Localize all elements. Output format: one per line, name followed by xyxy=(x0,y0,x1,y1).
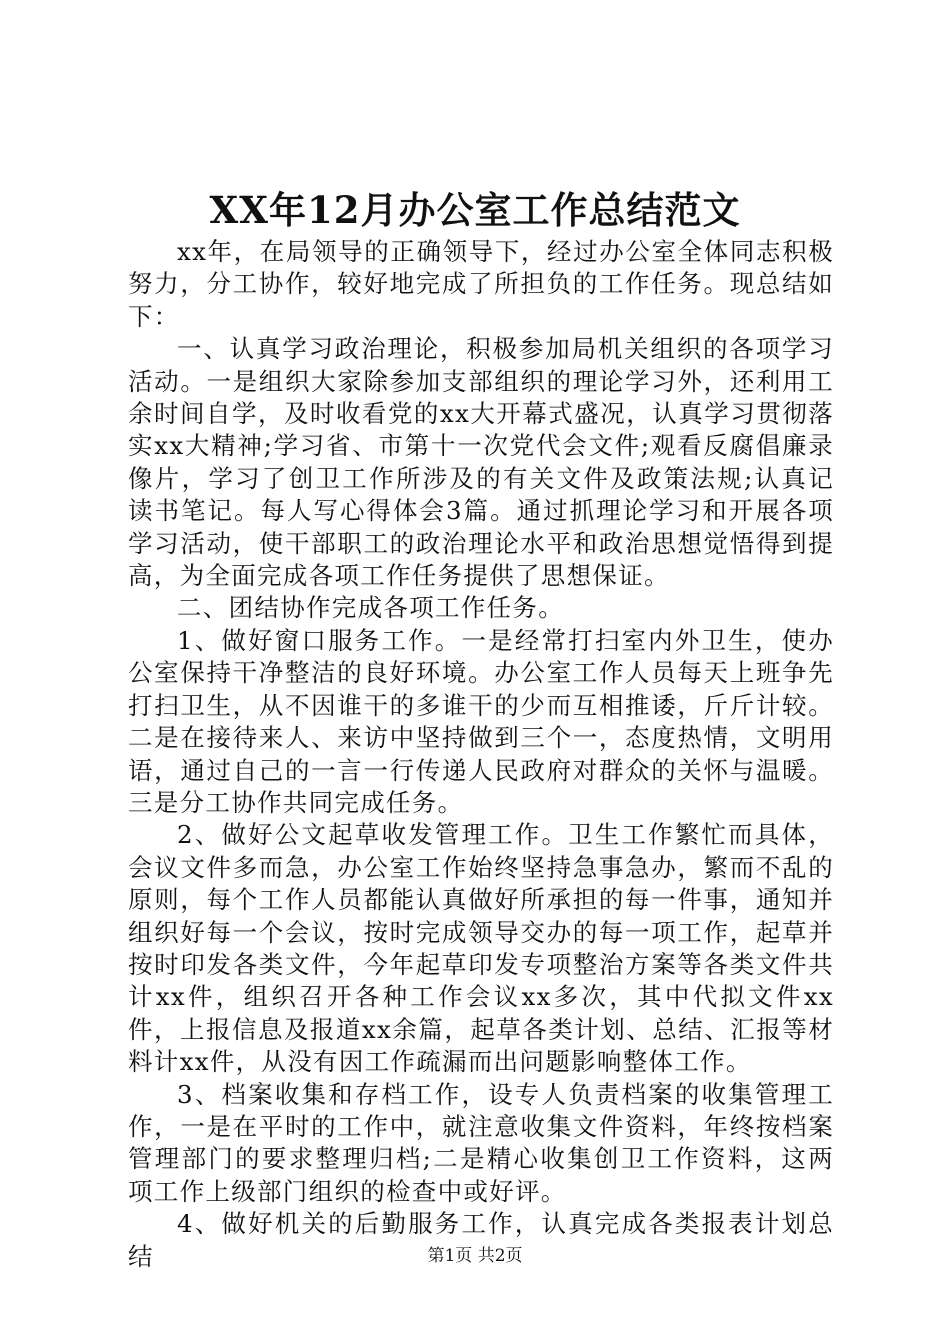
paragraph-section-2: 二、团结协作完成各项工作任务。 xyxy=(177,593,564,623)
paragraph-item-2: 2、做好公文起草收发管理工作。卫生工作繁忙而具体，会议文件多而急，办公室工作始终坚持急事急办，繁而不乱的原则，每个工作人员都能认真做好所承担的每一件事，通知并组织好每一个会议，按时完成领导交办的每一项工作，起草并按时印发各类文件，今年起草印发专项整治方案等各类文件共计xx件，组织召开各种工作会议xx多次，其中代拟文件xx件，上报信息及报道xx余篇，起草各类计划、总结、汇报等材料计xx件，从没有因工作疏漏而出问题影响整体工作。 xyxy=(128,820,834,1077)
page-number-footer: 第1页 共2页 xyxy=(427,1246,523,1266)
paragraph-intro: xx年，在局领导的正确领导下，经过办公室全体同志积极努力，分工协作，较好地完成了所担负的工作任务。现总结如下： xyxy=(128,237,834,331)
paragraph-item-4: 4、做好机关的后勤服务工作，认真完成各类报表计划总结 xyxy=(128,1209,834,1271)
document-title: XX年12月办公室工作总结范文 xyxy=(209,188,741,232)
paragraph-section-1: 一、认真学习政治理论，积极参加局机关组织的各项学习活动。一是组织大家除参加支部组织的理论学习外，还利用工余时间自学，及时收看党的xx大开幕式盛况，认真学习贯彻落实xx大精神;学习省、市第十一次党代会文件;观看反腐倡廉录像片，学习了创卫工作所涉及的有关文件及政策法规;认真记读书笔记。每人写心得体会3篇。通过抓理论学习和开展各项学习活动，使干部职工的政治理论水平和政治思想觉悟得到提高，为全面完成各项工作任务提供了思想保证。 xyxy=(128,334,834,591)
paragraph-item-3: 3、档案收集和存档工作，设专人负责档案的收集管理工作，一是在平时的工作中，就注意收集文件资料，年终按档案管理部门的要求整理归档;二是精心收集创卫工作资料，这两项工作上级部门组织的检查中或好评。 xyxy=(128,1079,834,1206)
paragraph-item-1: 1、做好窗口服务工作。一是经常打扫室内外卫生，使办公室保持干净整洁的良好环境。办公室工作人员每天上班争先打扫卫生，从不因谁干的多谁干的少而互相推诿，斤斤计较。二是在接待来人、来访中坚持做到三个一，态度热情，文明用语，通过自己的一言一行传递人民政府对群众的关怀与温暖。三是分工协作共同完成任务。 xyxy=(128,625,834,817)
document-body xyxy=(128,236,834,1273)
